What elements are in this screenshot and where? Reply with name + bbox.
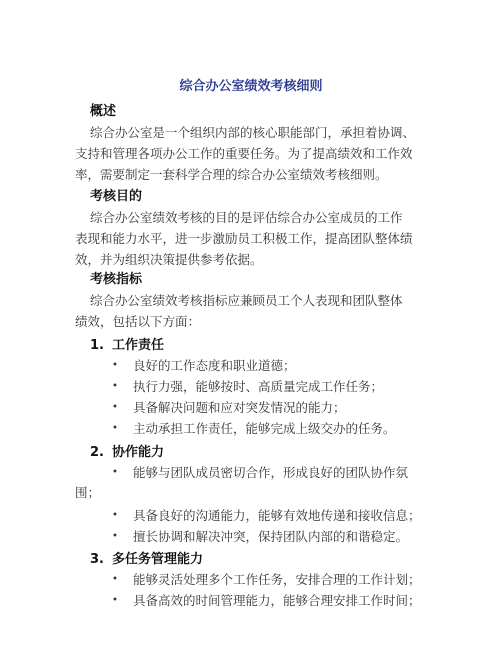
numbered-heading-work-responsibility [90, 338, 164, 354]
bullet-text: 能够灵活处理多个工作任务，安排合理的工作计划； [133, 572, 421, 587]
bullet-text: 擅长协调和解决冲突，保持团队内部的和谐稳定。 [133, 529, 409, 544]
bullet-icon: • [112, 510, 118, 521]
bullet-icon: • [112, 381, 118, 392]
item-number: 2. [90, 445, 104, 460]
bullet-text: 具备良好的沟通能力，能够有效地传递和接收信息； [133, 508, 421, 523]
item-heading: 协作能力 [112, 445, 165, 460]
item-heading: 工作责任 [112, 338, 165, 353]
document-title: 综合办公室绩效考核细则 [179, 79, 323, 94]
bullet-icon: • [112, 423, 118, 434]
paragraph-line: 表现和能力水平，进一步激励员工积极工作，提高团队整体绩 [75, 231, 413, 246]
section-heading-overview: 概述 [90, 104, 117, 119]
numbered-heading-multitask [90, 552, 203, 568]
bullet-icon: • [112, 402, 118, 413]
numbered-heading-collaboration [90, 445, 164, 461]
bullet-icon: • [112, 467, 118, 478]
paragraph-line: 综合办公室绩效考核的目的是评估综合办公室成员的工作 [90, 210, 403, 225]
paragraph-line: 绩效，包括以下方面： [75, 314, 201, 329]
bullet-text: 良好的工作态度和职业道德； [133, 358, 296, 373]
bullet-text: 执行力强，能够按时、高质量完成工作任务； [133, 379, 384, 394]
paragraph-line: 综合办公室绩效考核指标应兼顾员工个人表现和团队整体 [90, 293, 403, 308]
item-number: 1. [90, 338, 104, 353]
bullet-text-continuation: 围； [75, 485, 101, 500]
bullet-text: 具备高效的时间管理能力，能够合理安排工作时间； [133, 593, 421, 608]
section-heading-indicators: 考核指标 [90, 272, 143, 287]
bullet-icon: • [112, 595, 118, 606]
paragraph-line: 效，并为组织决策提供参考依据。 [75, 252, 263, 267]
bullet-text: 能够与团队成员密切合作，形成良好的团队协作氛 [133, 465, 409, 480]
item-number: 3. [90, 552, 104, 567]
bullet-text: 具备解决问题和应对突发情况的能力； [133, 400, 346, 415]
bullet-text: 主动承担工作责任，能够完成上级交办的任务。 [133, 421, 396, 436]
bullet-icon: • [112, 574, 118, 585]
bullet-icon: • [112, 531, 118, 542]
item-heading: 多任务管理能力 [112, 552, 204, 567]
section-paragraph-overview [75, 122, 435, 185]
section-paragraph-indicators [75, 290, 435, 332]
bullet-icon: • [112, 360, 118, 371]
paragraph-line: 综合办公室是一个组织内部的核心职能部门，承担着协调、 [90, 125, 416, 140]
paragraph-line: 率，需要制定一套科学合理的综合办公室绩效考核细则。 [75, 167, 388, 182]
paragraph-line: 支持和管理各项办公工作的重要任务。为了提高绩效和工作效 [75, 146, 413, 161]
section-heading-purpose: 考核目的 [90, 189, 143, 204]
section-paragraph-purpose [75, 207, 435, 270]
